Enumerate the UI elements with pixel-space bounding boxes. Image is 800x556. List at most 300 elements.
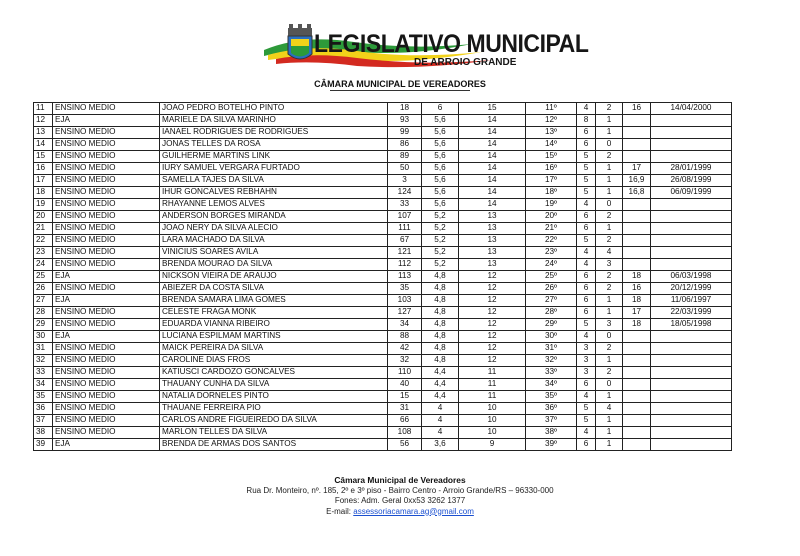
score-cell: 5,6 <box>422 139 459 151</box>
points-cell: 14 <box>459 199 526 211</box>
modality-cell: ENSINO MEDIO <box>53 151 160 163</box>
registration-cell: 32 <box>388 355 422 367</box>
birthdate-cell <box>651 439 732 451</box>
row-number: 32 <box>34 355 53 367</box>
rank-cell: 34º <box>526 379 577 391</box>
rank-cell: 28º <box>526 307 577 319</box>
registration-cell: 127 <box>388 307 422 319</box>
modality-cell: ENSINO MEDIO <box>53 223 160 235</box>
score-cell: 5,2 <box>422 235 459 247</box>
age-cell: 16 <box>623 283 651 295</box>
birthdate-cell <box>651 223 732 235</box>
row-number: 12 <box>34 115 53 127</box>
modality-cell: ENSINO MEDIO <box>53 175 160 187</box>
age-cell <box>623 235 651 247</box>
count-a-cell: 5 <box>577 163 596 175</box>
count-a-cell: 3 <box>577 355 596 367</box>
age-cell <box>623 427 651 439</box>
points-cell: 10 <box>459 403 526 415</box>
count-a-cell: 5 <box>577 151 596 163</box>
count-b-cell: 0 <box>596 379 623 391</box>
row-number: 26 <box>34 283 53 295</box>
student-name-cell: NICKSON VIEIRA DE ARAUJO <box>160 271 388 283</box>
table-row <box>34 139 732 151</box>
birthdate-cell <box>651 391 732 403</box>
points-cell: 11 <box>459 391 526 403</box>
points-cell: 10 <box>459 415 526 427</box>
table-row <box>34 163 732 175</box>
table-row <box>34 307 732 319</box>
rank-cell: 22º <box>526 235 577 247</box>
student-name-cell: BRENDA SAMARA LIMA GOMES <box>160 295 388 307</box>
score-cell: 5,6 <box>422 175 459 187</box>
registration-cell: 42 <box>388 343 422 355</box>
rank-cell: 12º <box>526 115 577 127</box>
student-name-cell: EDUARDA VIANNA RIBEIRO <box>160 319 388 331</box>
registration-cell: 111 <box>388 223 422 235</box>
row-number: 31 <box>34 343 53 355</box>
points-cell: 12 <box>459 343 526 355</box>
table-row <box>34 367 732 379</box>
student-name-cell: SAMELLA TAJES DA SILVA <box>160 175 388 187</box>
row-number: 20 <box>34 211 53 223</box>
points-cell: 9 <box>459 439 526 451</box>
table-row <box>34 115 732 127</box>
registration-cell: 66 <box>388 415 422 427</box>
row-number: 13 <box>34 127 53 139</box>
registration-cell: 110 <box>388 367 422 379</box>
age-cell: 18 <box>623 319 651 331</box>
table-row <box>34 427 732 439</box>
points-cell: 11 <box>459 367 526 379</box>
rank-cell: 39º <box>526 439 577 451</box>
score-cell: 5,2 <box>422 223 459 235</box>
student-name-cell: KATIUSCI CARDOZO GONCALVES <box>160 367 388 379</box>
table-row <box>34 211 732 223</box>
count-b-cell: 1 <box>596 355 623 367</box>
score-cell: 5,6 <box>422 187 459 199</box>
score-cell: 6 <box>422 103 459 115</box>
count-a-cell: 6 <box>577 139 596 151</box>
row-number: 30 <box>34 331 53 343</box>
count-b-cell: 4 <box>596 403 623 415</box>
birthdate-cell <box>651 415 732 427</box>
count-b-cell: 0 <box>596 199 623 211</box>
score-cell: 5,6 <box>422 115 459 127</box>
score-cell: 4,4 <box>422 379 459 391</box>
age-cell <box>623 367 651 379</box>
birthdate-cell: 06/09/1999 <box>651 187 732 199</box>
age-cell <box>623 247 651 259</box>
student-name-cell: BRENDA MOURAO DA SILVA <box>160 259 388 271</box>
score-cell: 4,8 <box>422 283 459 295</box>
score-cell: 5,6 <box>422 127 459 139</box>
registration-cell: 121 <box>388 247 422 259</box>
birthdate-cell <box>651 151 732 163</box>
rank-cell: 27º <box>526 295 577 307</box>
table-row <box>34 271 732 283</box>
count-a-cell: 6 <box>577 307 596 319</box>
count-b-cell: 1 <box>596 415 623 427</box>
rank-cell: 35º <box>526 391 577 403</box>
table-row <box>34 187 732 199</box>
birthdate-cell <box>651 127 732 139</box>
letterhead <box>0 0 800 100</box>
points-cell: 12 <box>459 295 526 307</box>
rank-cell: 19º <box>526 199 577 211</box>
count-b-cell: 1 <box>596 427 623 439</box>
registration-cell: 15 <box>388 391 422 403</box>
age-cell <box>623 355 651 367</box>
count-b-cell: 1 <box>596 163 623 175</box>
student-name-cell: CAROLINE DIAS FROS <box>160 355 388 367</box>
points-cell: 11 <box>459 379 526 391</box>
student-name-cell: JONAS TELLES DA ROSA <box>160 139 388 151</box>
count-a-cell: 6 <box>577 439 596 451</box>
registration-cell: 3 <box>388 175 422 187</box>
table-row <box>34 415 732 427</box>
age-cell: 16 <box>623 103 651 115</box>
birthdate-cell <box>651 115 732 127</box>
rank-cell: 38º <box>526 427 577 439</box>
rank-cell: 31º <box>526 343 577 355</box>
table-row <box>34 235 732 247</box>
birthdate-cell <box>651 379 732 391</box>
age-cell: 18 <box>623 271 651 283</box>
points-cell: 14 <box>459 175 526 187</box>
birthdate-cell: 22/03/1999 <box>651 307 732 319</box>
count-b-cell: 0 <box>596 139 623 151</box>
count-a-cell: 5 <box>577 175 596 187</box>
score-cell: 5,6 <box>422 151 459 163</box>
modality-cell: ENSINO MEDIO <box>53 103 160 115</box>
row-number: 27 <box>34 295 53 307</box>
birthdate-cell <box>651 199 732 211</box>
row-number: 39 <box>34 439 53 451</box>
table-row <box>34 343 732 355</box>
points-cell: 14 <box>459 151 526 163</box>
score-cell: 5,2 <box>422 247 459 259</box>
count-a-cell: 6 <box>577 127 596 139</box>
table-row <box>34 175 732 187</box>
count-b-cell: 1 <box>596 175 623 187</box>
age-cell: 17 <box>623 163 651 175</box>
count-b-cell: 1 <box>596 307 623 319</box>
age-cell <box>623 439 651 451</box>
birthdate-cell: 14/04/2000 <box>651 103 732 115</box>
row-number: 15 <box>34 151 53 163</box>
modality-cell: EJA <box>53 295 160 307</box>
age-cell <box>623 391 651 403</box>
footer-phones: Fones: Adm. Geral 0xx53 3262 1377 <box>334 496 466 505</box>
table-row <box>34 355 732 367</box>
student-name-cell: MAICK PEREIRA DA SILVA <box>160 343 388 355</box>
registration-cell: 113 <box>388 271 422 283</box>
age-cell <box>623 115 651 127</box>
birthdate-cell <box>651 247 732 259</box>
count-a-cell: 5 <box>577 415 596 427</box>
points-cell: 14 <box>459 187 526 199</box>
birthdate-cell <box>651 211 732 223</box>
row-number: 18 <box>34 187 53 199</box>
birthdate-cell: 11/06/1997 <box>651 295 732 307</box>
footer <box>0 475 800 517</box>
modality-cell: ENSINO MEDIO <box>53 319 160 331</box>
student-name-cell: ABIEZER DA COSTA SILVA <box>160 283 388 295</box>
count-b-cell: 1 <box>596 223 623 235</box>
age-cell <box>623 343 651 355</box>
row-number: 25 <box>34 271 53 283</box>
registration-cell: 99 <box>388 127 422 139</box>
table-row <box>34 127 732 139</box>
modality-cell: ENSINO MEDIO <box>53 379 160 391</box>
count-b-cell: 1 <box>596 391 623 403</box>
count-a-cell: 5 <box>577 187 596 199</box>
row-number: 22 <box>34 235 53 247</box>
student-name-cell: CELESTE FRAGA MONK <box>160 307 388 319</box>
count-a-cell: 5 <box>577 235 596 247</box>
student-name-cell: THAUANY CUNHA DA SILVA <box>160 379 388 391</box>
rank-cell: 15º <box>526 151 577 163</box>
table-row <box>34 259 732 271</box>
points-cell: 12 <box>459 307 526 319</box>
registration-cell: 108 <box>388 427 422 439</box>
count-a-cell: 4 <box>577 103 596 115</box>
rank-cell: 30º <box>526 331 577 343</box>
student-name-cell: ANDERSON BORGES MIRANDA <box>160 211 388 223</box>
student-name-cell: JOAO PEDRO BOTELHO PINTO <box>160 103 388 115</box>
modality-cell: ENSINO MEDIO <box>53 187 160 199</box>
age-cell <box>623 127 651 139</box>
count-a-cell: 5 <box>577 403 596 415</box>
student-name-cell: BRENDA DE ARMAS DOS SANTOS <box>160 439 388 451</box>
count-b-cell: 1 <box>596 295 623 307</box>
registration-cell: 93 <box>388 115 422 127</box>
modality-cell: ENSINO MEDIO <box>53 163 160 175</box>
points-cell: 13 <box>459 223 526 235</box>
age-cell <box>623 223 651 235</box>
count-b-cell: 1 <box>596 115 623 127</box>
footer-address: Rua Dr. Monteiro, nº. 185, 2º e 3º piso - Bairro Centro - Arroio Grande/RS – 96330-000 <box>246 485 554 495</box>
table-row <box>34 103 732 115</box>
score-cell: 4,8 <box>422 331 459 343</box>
birthdate-cell <box>651 367 732 379</box>
rank-cell: 29º <box>526 319 577 331</box>
count-a-cell: 6 <box>577 223 596 235</box>
modality-cell: ENSINO MEDIO <box>53 259 160 271</box>
modality-cell: ENSINO MEDIO <box>53 415 160 427</box>
count-b-cell: 2 <box>596 367 623 379</box>
registration-cell: 124 <box>388 187 422 199</box>
count-b-cell: 2 <box>596 211 623 223</box>
points-cell: 12 <box>459 331 526 343</box>
points-cell: 12 <box>459 319 526 331</box>
points-cell: 13 <box>459 235 526 247</box>
table-row <box>34 247 732 259</box>
count-a-cell: 4 <box>577 259 596 271</box>
count-b-cell: 1 <box>596 439 623 451</box>
footer-email-line <box>0 507 800 518</box>
title-divider <box>330 90 470 91</box>
count-b-cell: 2 <box>596 283 623 295</box>
score-cell: 4,8 <box>422 307 459 319</box>
table-row <box>34 379 732 391</box>
footer-title: Câmara Municipal de Vereadores <box>334 475 466 485</box>
student-name-cell: MARIELE DA SILVA MARINHO <box>160 115 388 127</box>
footer-email-link[interactable]: assessoriacamara.ag@gmail.com <box>353 506 474 516</box>
modality-cell: ENSINO MEDIO <box>53 403 160 415</box>
modality-cell: ENSINO MEDIO <box>53 283 160 295</box>
count-a-cell: 4 <box>577 331 596 343</box>
points-cell: 13 <box>459 247 526 259</box>
student-name-cell: NATALIA DORNELES PINTO <box>160 391 388 403</box>
student-name-cell: IURY SAMUEL VERGARA FURTADO <box>160 163 388 175</box>
count-b-cell: 2 <box>596 343 623 355</box>
count-a-cell: 3 <box>577 367 596 379</box>
table-row <box>34 391 732 403</box>
rank-cell: 25º <box>526 271 577 283</box>
modality-cell: ENSINO MEDIO <box>53 427 160 439</box>
modality-cell: ENSINO MEDIO <box>53 391 160 403</box>
row-number: 11 <box>34 103 53 115</box>
row-number: 36 <box>34 403 53 415</box>
modality-cell: EJA <box>53 331 160 343</box>
count-b-cell: 2 <box>596 235 623 247</box>
points-cell: 10 <box>459 427 526 439</box>
registration-cell: 88 <box>388 331 422 343</box>
birthdate-cell <box>651 139 732 151</box>
points-cell: 13 <box>459 211 526 223</box>
points-cell: 14 <box>459 139 526 151</box>
table-row <box>34 199 732 211</box>
student-name-cell: IANAEL RODRIGUES DE RODRIGUES <box>160 127 388 139</box>
rank-cell: 23º <box>526 247 577 259</box>
rank-cell: 18º <box>526 187 577 199</box>
modality-cell: ENSINO MEDIO <box>53 127 160 139</box>
age-cell: 16,9 <box>623 175 651 187</box>
chamber-title: CÂMARA MUNICIPAL DE VEREADORES <box>314 79 486 89</box>
count-a-cell: 6 <box>577 283 596 295</box>
count-a-cell: 4 <box>577 427 596 439</box>
age-cell <box>623 151 651 163</box>
row-number: 17 <box>34 175 53 187</box>
rank-cell: 21º <box>526 223 577 235</box>
score-cell: 4,8 <box>422 295 459 307</box>
row-number: 29 <box>34 319 53 331</box>
birthdate-cell: 06/03/1998 <box>651 271 732 283</box>
birthdate-cell: 28/01/1999 <box>651 163 732 175</box>
points-cell: 12 <box>459 271 526 283</box>
points-cell: 14 <box>459 127 526 139</box>
birthdate-cell: 18/05/1998 <box>651 319 732 331</box>
row-number: 28 <box>34 307 53 319</box>
row-number: 23 <box>34 247 53 259</box>
age-cell <box>623 379 651 391</box>
modality-cell: ENSINO MEDIO <box>53 199 160 211</box>
registration-cell: 112 <box>388 259 422 271</box>
age-cell <box>623 139 651 151</box>
modality-cell: ENSINO MEDIO <box>53 247 160 259</box>
count-b-cell: 2 <box>596 271 623 283</box>
count-b-cell: 2 <box>596 103 623 115</box>
student-name-cell: RHAYANNE LEMOS ALVES <box>160 199 388 211</box>
birthdate-cell <box>651 355 732 367</box>
birthdate-cell <box>651 427 732 439</box>
rank-cell: 32º <box>526 355 577 367</box>
roster-body <box>34 103 732 451</box>
row-number: 19 <box>34 199 53 211</box>
count-a-cell: 3 <box>577 343 596 355</box>
table-row <box>34 223 732 235</box>
modality-cell: EJA <box>53 439 160 451</box>
table-row <box>34 439 732 451</box>
registration-cell: 86 <box>388 139 422 151</box>
points-cell: 14 <box>459 163 526 175</box>
count-b-cell: 3 <box>596 319 623 331</box>
table-row <box>34 331 732 343</box>
rank-cell: 26º <box>526 283 577 295</box>
count-a-cell: 4 <box>577 391 596 403</box>
modality-cell: ENSINO MEDIO <box>53 139 160 151</box>
row-number: 24 <box>34 259 53 271</box>
age-cell <box>623 415 651 427</box>
score-cell: 4,4 <box>422 391 459 403</box>
row-number: 38 <box>34 427 53 439</box>
score-cell: 4 <box>422 427 459 439</box>
table-row <box>34 295 732 307</box>
row-number: 16 <box>34 163 53 175</box>
score-cell: 4 <box>422 415 459 427</box>
score-cell: 5,2 <box>422 259 459 271</box>
points-cell: 13 <box>459 259 526 271</box>
registration-cell: 35 <box>388 283 422 295</box>
student-name-cell: VINICIUS SOARES AVILA <box>160 247 388 259</box>
registration-cell: 56 <box>388 439 422 451</box>
row-number: 37 <box>34 415 53 427</box>
student-name-cell: MARLON TELLES DA SILVA <box>160 427 388 439</box>
brand-subtitle: DE ARROIO GRANDE <box>414 57 517 68</box>
registration-cell: 34 <box>388 319 422 331</box>
row-number: 33 <box>34 367 53 379</box>
count-b-cell: 1 <box>596 127 623 139</box>
age-cell: 16,8 <box>623 187 651 199</box>
age-cell <box>623 259 651 271</box>
age-cell <box>623 331 651 343</box>
birthdate-cell <box>651 343 732 355</box>
student-name-cell: CARLOS ANDRE FIGUEIREDO DA SILVA <box>160 415 388 427</box>
student-name-cell: IHUR GONCALVES REBHAHN <box>160 187 388 199</box>
count-b-cell: 1 <box>596 187 623 199</box>
modality-cell: ENSINO MEDIO <box>53 235 160 247</box>
points-cell: 12 <box>459 283 526 295</box>
points-cell: 12 <box>459 355 526 367</box>
birthdate-cell: 26/08/1999 <box>651 175 732 187</box>
student-name-cell: THAUANE FERREIRA PIO <box>160 403 388 415</box>
count-a-cell: 6 <box>577 379 596 391</box>
modality-cell: EJA <box>53 271 160 283</box>
row-number: 14 <box>34 139 53 151</box>
registration-cell: 50 <box>388 163 422 175</box>
table-row <box>34 151 732 163</box>
rank-cell: 33º <box>526 367 577 379</box>
count-a-cell: 4 <box>577 247 596 259</box>
logo <box>262 22 589 77</box>
student-name-cell: LARA MACHADO DA SILVA <box>160 235 388 247</box>
score-cell: 3,6 <box>422 439 459 451</box>
registration-cell: 18 <box>388 103 422 115</box>
student-name-cell: JOAO NERY DA SILVA ALECIO <box>160 223 388 235</box>
rank-cell: 17º <box>526 175 577 187</box>
